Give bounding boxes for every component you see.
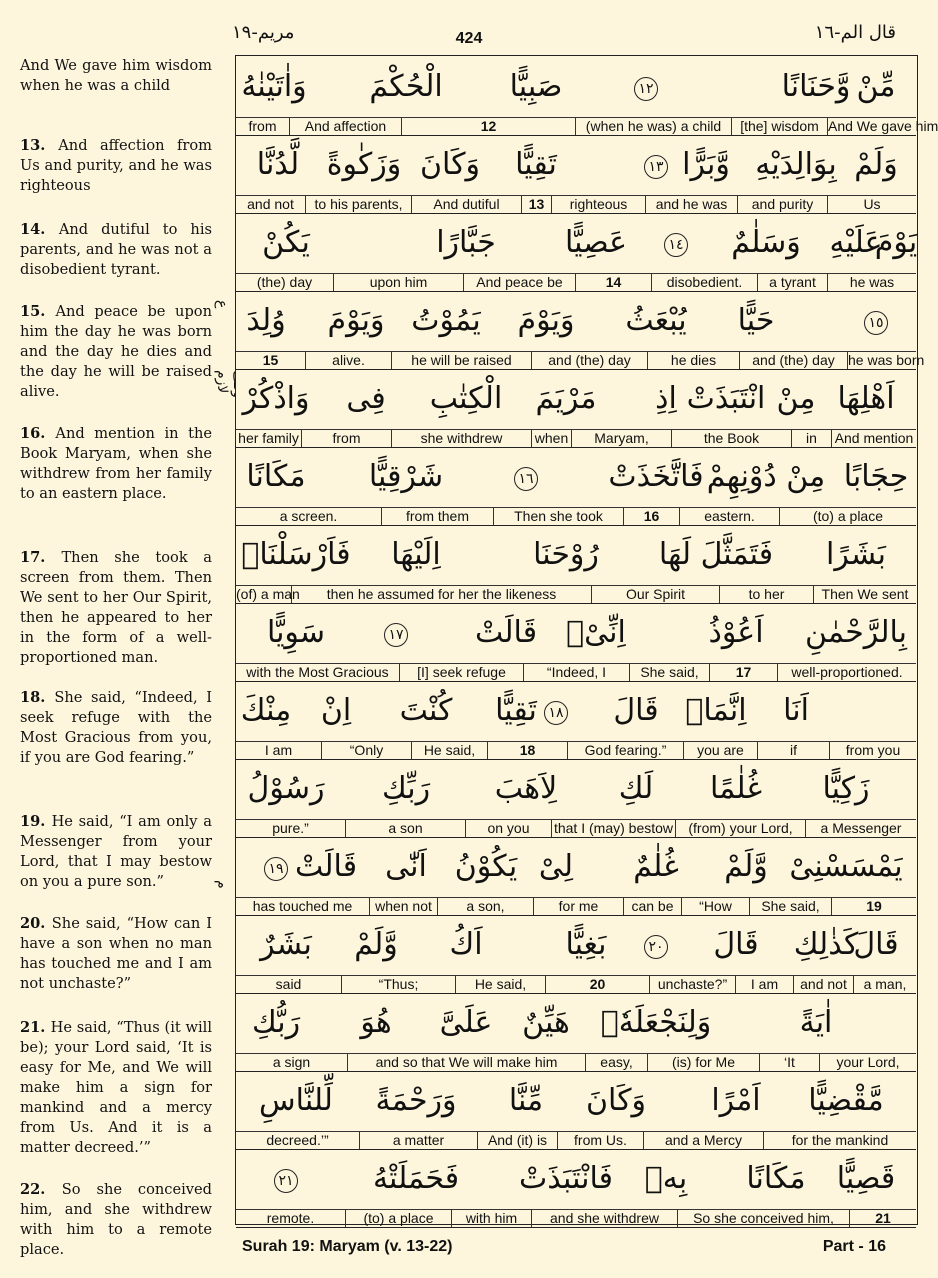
- translation-cell: from them: [382, 507, 494, 525]
- translation-cell: your Lord,: [836, 1054, 900, 1070]
- translation-cell: and (the) day: [740, 351, 848, 369]
- commentary-verse: [20, 424, 212, 504]
- arabic-word: وَكَانَ: [420, 147, 480, 182]
- translation-cell: then he assumed for her the likeness: [292, 585, 592, 603]
- arabic-word: غُلٰمًا: [709, 771, 763, 806]
- surah-reference: Surah 19: Maryam (v. 13-22): [242, 1238, 453, 1255]
- arabic-word: اَهْلِهَا: [837, 381, 895, 416]
- part-header-arabic: قال الم-١٦: [814, 22, 896, 43]
- translation-cell: (to) a place: [812, 508, 884, 524]
- arabic-word: بَشَرًا: [826, 537, 886, 572]
- arabic-word: كَذٰلِكِ: [793, 927, 859, 962]
- translation-cell: Then she took: [494, 507, 624, 525]
- translation-line: [236, 195, 916, 214]
- translation-cell: and not: [236, 195, 306, 213]
- arabic-word: مِنْكَ: [240, 693, 292, 728]
- arabic-line: [236, 293, 916, 352]
- translation-line: [236, 1053, 916, 1072]
- ayah-marker-icon: ١٢: [634, 77, 658, 101]
- translation-cell: alive.: [306, 351, 392, 369]
- page-footer: [0, 1238, 938, 1268]
- verse-translation: And peace be upon him the day he was born and the day he dies and the day he will be raised alive.: [20, 303, 212, 400]
- translation-cell: a tyrant: [758, 273, 828, 291]
- arabic-word: بِوَالِدَیْهِ: [755, 147, 837, 182]
- arabic-line: [236, 917, 916, 976]
- translation-cell: I am: [736, 975, 794, 993]
- arabic-word: فِی: [346, 381, 386, 416]
- arabic-word: مَكَانًا: [746, 1161, 806, 1196]
- translation-cell: easy,: [586, 1053, 648, 1071]
- commentary-verse: [20, 688, 212, 768]
- arabic-line: [236, 839, 916, 898]
- translation-cell: from: [236, 117, 290, 135]
- translation-cell: [I] seek refuge: [400, 663, 524, 681]
- arabic-word: قَالَ: [613, 693, 659, 728]
- arabic-word: بَغِیًّا: [565, 927, 607, 962]
- translation-cell: “Indeed, I: [524, 663, 630, 681]
- commentary-verse: [20, 220, 212, 280]
- translation-cell: I am: [236, 741, 322, 759]
- verse-translation: She said, “How can I have a son when no man has touched me and I am not unchaste?”: [20, 915, 212, 992]
- translation-cell: from: [302, 429, 392, 447]
- translation-line: [236, 1209, 916, 1228]
- arabic-word: وَّبَرًّا: [682, 147, 730, 182]
- translation-line: [236, 429, 916, 448]
- arabic-word: شَرْقِیًّا: [368, 459, 444, 494]
- translation-cell: God fearing.”: [568, 741, 684, 759]
- arabic-line: [236, 605, 916, 664]
- verse-translation: So she conceived him, and she withdrew with him to a remote place.: [20, 1181, 212, 1258]
- translation-cell: So she conceived him,: [678, 1209, 850, 1227]
- arabic-word: وُلِدَ: [246, 303, 286, 338]
- translation-cell: (to) a place: [346, 1209, 452, 1227]
- translation-cell: he will be raised: [392, 351, 532, 369]
- translation-cell: if: [758, 741, 830, 759]
- arabic-word: مَرْیَمَ: [535, 381, 597, 416]
- arabic-word: هَیِّنٌ: [522, 1005, 570, 1040]
- arabic-word: وَّلَمْ: [354, 927, 398, 962]
- arabic-word: یَمُوْتُ: [411, 303, 481, 338]
- arabic-word: رَبِّكِ: [381, 771, 431, 806]
- arabic-line: [236, 371, 916, 430]
- ayah-marker-icon: ١٩: [264, 857, 288, 881]
- arabic-word: بِهٖ: [644, 1161, 688, 1196]
- arabic-word: لِّلنَّاسِ: [259, 1083, 333, 1118]
- translation-cell: (is) for Me: [648, 1053, 760, 1071]
- arabic-word: اِنْ: [320, 693, 352, 728]
- arabic-line: [236, 1151, 916, 1210]
- arabic-word: وَرَحْمَةً: [375, 1083, 457, 1118]
- translation-cell: (from) your Lord,: [676, 819, 806, 837]
- arabic-word: وَزَكٰوةً: [326, 147, 402, 182]
- arabic-word: هُوَ: [360, 1005, 392, 1040]
- translation-cell: (the) day: [236, 273, 334, 291]
- arabic-word: یُبْعَثُ: [625, 303, 687, 338]
- translation-cell: 21: [875, 1210, 891, 1226]
- translation-cell: righteous: [552, 195, 646, 213]
- arabic-word: مِنْ دُوْنِهِمْ: [706, 459, 826, 494]
- translation-cell: a son: [346, 819, 466, 837]
- commentary-verse: [20, 548, 212, 668]
- commentary-verse: [20, 136, 212, 196]
- translation-cell: Maryam,: [572, 429, 672, 447]
- translation-cell: decreed.’”: [236, 1131, 360, 1149]
- translation-cell: eastern.: [680, 507, 780, 525]
- translation-cell: “Thus;: [342, 975, 456, 993]
- arabic-word: قَالَ: [713, 927, 759, 962]
- translation-cell: 16: [624, 507, 680, 525]
- word-by-word-grid: [235, 55, 938, 1226]
- arabic-word: عَصِیًّا: [564, 225, 628, 260]
- translation-cell: 14: [576, 273, 652, 291]
- verse-number: 20.: [20, 915, 52, 932]
- arabic-word: اِنِّیْۤ: [566, 615, 626, 650]
- arabic-line: [236, 449, 916, 508]
- verse-translation: And affection from Us and purity, and he was righteous: [20, 137, 212, 194]
- translation-cell: can be: [624, 897, 682, 915]
- verse-number: 22.: [20, 1181, 62, 1198]
- ruku-mark: ع: [214, 300, 230, 309]
- ayah-marker-icon: ١٣: [644, 155, 668, 179]
- arabic-word: حَیًّا: [737, 303, 775, 338]
- arabic-word: فَاَرْسَلْنَاۤ: [241, 537, 351, 572]
- translation-cell: with him: [452, 1209, 532, 1227]
- translation-cell: from Us.: [558, 1131, 644, 1149]
- arabic-word: یَكُنْ: [262, 225, 310, 260]
- arabic-word: اَنَا: [783, 693, 809, 728]
- arabic-word: حِجَابًا: [843, 459, 909, 494]
- ayah-marker-icon: ١٥: [864, 311, 888, 335]
- arabic-word: مَكَانًا: [246, 459, 306, 494]
- ruku-mark: لازم: [214, 370, 230, 394]
- verse-translation: Then she took a screen from them. Then We sent to her Our Spirit, then he appeared to her in the form of a well-proportioned man.: [20, 549, 212, 666]
- arabic-word: اِذِ: [655, 381, 677, 416]
- arabic-word: یَوْمَ: [874, 225, 918, 260]
- translation-cell: He said,: [456, 975, 546, 993]
- translation-line: [236, 741, 916, 760]
- translation-cell: remote.: [236, 1209, 346, 1227]
- translation-cell: ‘It: [760, 1053, 820, 1071]
- arabic-word: مِّنْ: [856, 69, 896, 104]
- translation-cell: has touched me: [236, 897, 370, 915]
- arabic-word: رَبُّكِ: [251, 1005, 301, 1040]
- verse-translation: She said, “Indeed, I seek refuge with the Most Gracious from you, if you are God fearing.”: [20, 689, 212, 766]
- translation-line: [236, 351, 925, 370]
- arabic-word: فَانْتَبَذَتْ: [519, 1161, 613, 1196]
- arabic-word: عَلَیَّ: [439, 1005, 493, 1040]
- translation-line: [236, 975, 916, 994]
- translation-cell: when: [532, 429, 572, 447]
- arabic-word: یَمْسَسْنِیْ: [789, 849, 903, 884]
- translation-cell: 20: [546, 975, 650, 993]
- translation-cell: she withdrew: [392, 429, 532, 447]
- translation-cell: on you: [466, 819, 552, 837]
- arabic-word: اِنَّمَاۤ: [685, 693, 747, 728]
- translation-cell: [the] wisdom: [732, 117, 828, 135]
- commentary-verse: [20, 812, 212, 892]
- translation-cell: he dies: [648, 351, 740, 369]
- arabic-line: [236, 59, 916, 118]
- translation-cell: for me: [534, 897, 624, 915]
- translation-cell: 18: [488, 741, 568, 759]
- translation-cell: and so that We will make him: [348, 1053, 586, 1071]
- commentary-verse: [20, 56, 212, 96]
- verse-number: 19.: [20, 813, 52, 830]
- translation-cell: And affection: [290, 117, 402, 135]
- arabic-word: كُنْتَ: [399, 693, 453, 728]
- arabic-line: [236, 137, 916, 196]
- translation-cell: 13: [522, 195, 552, 213]
- translation-cell: and purity: [738, 195, 828, 213]
- arabic-line: [236, 215, 916, 274]
- arabic-word: مَّقْضِیًّا: [808, 1083, 884, 1118]
- arabic-line: [236, 1073, 916, 1132]
- translation-line: [236, 117, 938, 136]
- translation-cell: a man,: [863, 976, 907, 992]
- arabic-word: اِلَیْهَا: [391, 537, 441, 572]
- translation-cell: her family: [236, 429, 302, 447]
- translation-cell: 12: [402, 117, 576, 135]
- translation-cell: with the Most Gracious: [236, 663, 400, 681]
- arabic-word: اٰیَةً: [799, 1005, 833, 1040]
- translation-cell: he was: [849, 274, 895, 290]
- translation-cell: 15: [236, 351, 306, 369]
- translation-cell: a sign: [236, 1053, 348, 1071]
- arabic-word: وَلَمْ: [854, 147, 898, 182]
- translation-cell: She said,: [630, 663, 710, 681]
- translation-cell: for the mankind: [791, 1132, 889, 1148]
- arabic-word: غُلٰمٌ: [633, 849, 679, 884]
- arabic-word: فَتَمَثَّلَ لَهَا: [658, 537, 774, 572]
- translation-cell: And peace be: [464, 273, 576, 291]
- translation-cell: well-proportioned.: [791, 664, 903, 680]
- translation-cell: in: [792, 429, 832, 447]
- translation-cell: to her: [720, 585, 814, 603]
- translation-cell: and not: [794, 975, 854, 993]
- translation-cell: 19: [866, 898, 882, 914]
- arabic-word: الْكِتٰبِ: [429, 381, 503, 416]
- translation-cell: a matter: [360, 1131, 478, 1149]
- arabic-word: تَقِیًّا: [495, 693, 537, 728]
- arabic-word: وَسَلٰمٌ: [731, 225, 801, 260]
- arabic-word: فَاتَّخَذَتْ: [608, 459, 704, 494]
- verse-number: 14.: [20, 221, 59, 238]
- arabic-word: سَوِیًّا: [266, 615, 326, 650]
- ayah-marker-icon: ١٤: [664, 233, 688, 257]
- arabic-word: تَقِیًّا: [515, 147, 557, 182]
- translation-cell: you are: [684, 741, 758, 759]
- arabic-word: قَالَتْ: [474, 615, 538, 650]
- verse-number: 17.: [20, 549, 62, 566]
- arabic-word: فَحَمَلَتْهُ: [372, 1161, 460, 1196]
- arabic-word: مِّنَّا: [508, 1083, 544, 1118]
- arabic-word: وَاذْكُرْ: [242, 381, 310, 416]
- translation-line: [236, 273, 916, 292]
- translation-cell: the Book: [672, 429, 792, 447]
- verse-translation: And We gave him wisdom when he was a child: [20, 57, 212, 94]
- ayah-marker-icon: ٢٠: [644, 935, 668, 959]
- arabic-line: [236, 527, 916, 586]
- arabic-word: عَلَیْهِ: [829, 225, 883, 260]
- page-header: [0, 0, 938, 52]
- translation-cell: a Messenger: [820, 820, 902, 836]
- translation-cell: said: [236, 975, 342, 993]
- commentary-verse: [20, 302, 212, 402]
- arabic-word: اَعُوْذُ: [708, 615, 764, 650]
- translation-cell: pure.”: [236, 819, 346, 837]
- arabic-word: قَالَ: [853, 927, 899, 962]
- translation-cell: and a Mercy: [644, 1131, 764, 1149]
- translation-line: [236, 585, 916, 604]
- translation-cell: “Only: [322, 741, 412, 759]
- ayah-marker-icon: ٢١: [274, 1169, 298, 1193]
- arabic-word: وَّلَمْ: [724, 849, 768, 884]
- verse-number: 16.: [20, 425, 56, 442]
- surah-header-arabic: مریم-١٩: [232, 22, 295, 43]
- arabic-word: وَیَوْمَ: [517, 303, 575, 338]
- arabic-word: صَبِیًّا: [509, 69, 563, 104]
- arabic-word: اَنّٰى: [385, 849, 427, 884]
- arabic-word: لِیْ: [538, 849, 574, 884]
- translation-cell: unchaste?”: [650, 975, 736, 993]
- arabic-word: رَسُوْلُ: [247, 771, 325, 806]
- page-number: 424: [455, 30, 483, 47]
- translation-line: [236, 507, 916, 526]
- arabic-line: [236, 995, 916, 1054]
- verse-number: 21.: [20, 1019, 51, 1036]
- ayah-marker-icon: ١٦: [514, 467, 538, 491]
- translation-cell: 17: [710, 663, 778, 681]
- translation-cell: a screen.: [236, 507, 382, 525]
- translation-line: [236, 897, 916, 916]
- arabic-word: وَّحَنَانًا: [781, 69, 851, 104]
- arabic-word: الْحُكْمَ: [369, 69, 443, 104]
- commentary-verse: [20, 1018, 212, 1158]
- part-number: Part - 16: [822, 1238, 886, 1255]
- translation-line: [236, 1131, 916, 1150]
- arabic-word: بَشَرٌ: [260, 927, 312, 962]
- verse-number: 13.: [20, 137, 59, 154]
- translation-cell: She said,: [750, 897, 832, 915]
- translation-cell: and she withdrew: [532, 1209, 678, 1227]
- translation-cell: (of) a man: [236, 586, 300, 602]
- arabic-word: لَكِ: [618, 771, 654, 806]
- translation-cell: And mention: [834, 430, 914, 446]
- arabic-word: جَبَّارًا: [436, 225, 496, 260]
- translation-cell: Our Spirit: [592, 585, 720, 603]
- translation-cell: he was born: [848, 352, 925, 368]
- translation-cell: (when he was) a child: [576, 117, 732, 135]
- translation-line: [236, 819, 916, 838]
- arabic-word: انْتَبَذَتْ: [686, 381, 766, 416]
- arabic-word: زَكِیًّا: [822, 771, 870, 806]
- translation-cell: that I (may) bestow: [552, 819, 676, 837]
- translation-cell: And We gave him: [828, 118, 938, 134]
- arabic-word: مِنْ: [776, 381, 816, 416]
- ayah-marker-icon: ١٧: [384, 623, 408, 647]
- translation-cell: when not: [370, 897, 438, 915]
- arabic-word: اَمْرًا: [711, 1083, 761, 1118]
- translation-cell: a son,: [438, 897, 534, 915]
- verse-translation: He said, “I am only a Messenger from your Lord, that I may bestow on you a pure son.”: [20, 813, 212, 890]
- translation-cell: upon him: [334, 273, 464, 291]
- translation-cell: disobedient.: [652, 273, 758, 291]
- arabic-word: بِالرَّحْمٰنِ: [805, 615, 907, 650]
- commentary-verse: [20, 914, 212, 994]
- verse-translation: And mention in the Book Maryam, when she withdrew from her family to an eastern place.: [20, 425, 212, 502]
- arabic-word: قَالَتْ: [294, 849, 358, 884]
- arabic-line: [236, 683, 916, 742]
- translation-cell: and he was: [646, 195, 738, 213]
- translation-cell: He said,: [412, 741, 488, 759]
- arabic-word: رُوْحَنَا: [533, 537, 599, 572]
- verse-number: 18.: [20, 689, 55, 706]
- translation-cell: And (it) is: [478, 1131, 558, 1149]
- arabic-word: وَلِنَجْعَلَهٗۤ: [600, 1005, 712, 1040]
- arabic-word: لَّدُنَّا: [256, 147, 300, 182]
- verse-translation: And dutiful to his parents, and he was not a disobedient tyrant.: [20, 221, 212, 278]
- ayah-marker-icon: ١٨: [544, 701, 568, 725]
- arabic-word: وَكَانَ: [586, 1083, 646, 1118]
- translation-cell: “How: [682, 897, 750, 915]
- arabic-word: وَیَوْمَ: [327, 303, 385, 338]
- translation-cell: Us: [863, 196, 881, 212]
- ruku-mark: م: [214, 880, 230, 889]
- translation-cell: from you: [845, 742, 901, 758]
- arabic-word: لِاَهَبَ: [494, 771, 558, 806]
- arabic-word: وَاٰتَیْنٰهُ: [241, 69, 307, 104]
- translation-cell: And dutiful: [412, 195, 522, 213]
- arabic-word: یَكُوْنُ: [454, 849, 518, 884]
- translation-cell: to his parents,: [306, 195, 412, 213]
- arabic-word: قَصِیًّا: [836, 1161, 896, 1196]
- arabic-word: اَكُ: [449, 927, 483, 962]
- arabic-line: [236, 761, 916, 820]
- translation-line: [236, 663, 916, 682]
- translation-cell: and (the) day: [532, 351, 648, 369]
- verse-translation: He said, “Thus (it will be); your Lord said, ‘It is easy for Me, and We will make him a sign for mankind and a mercy from Us. And it is a matter decreed.’”: [20, 1019, 212, 1156]
- translation-cell: Then We sent: [821, 586, 909, 602]
- verse-number: 15.: [20, 303, 56, 320]
